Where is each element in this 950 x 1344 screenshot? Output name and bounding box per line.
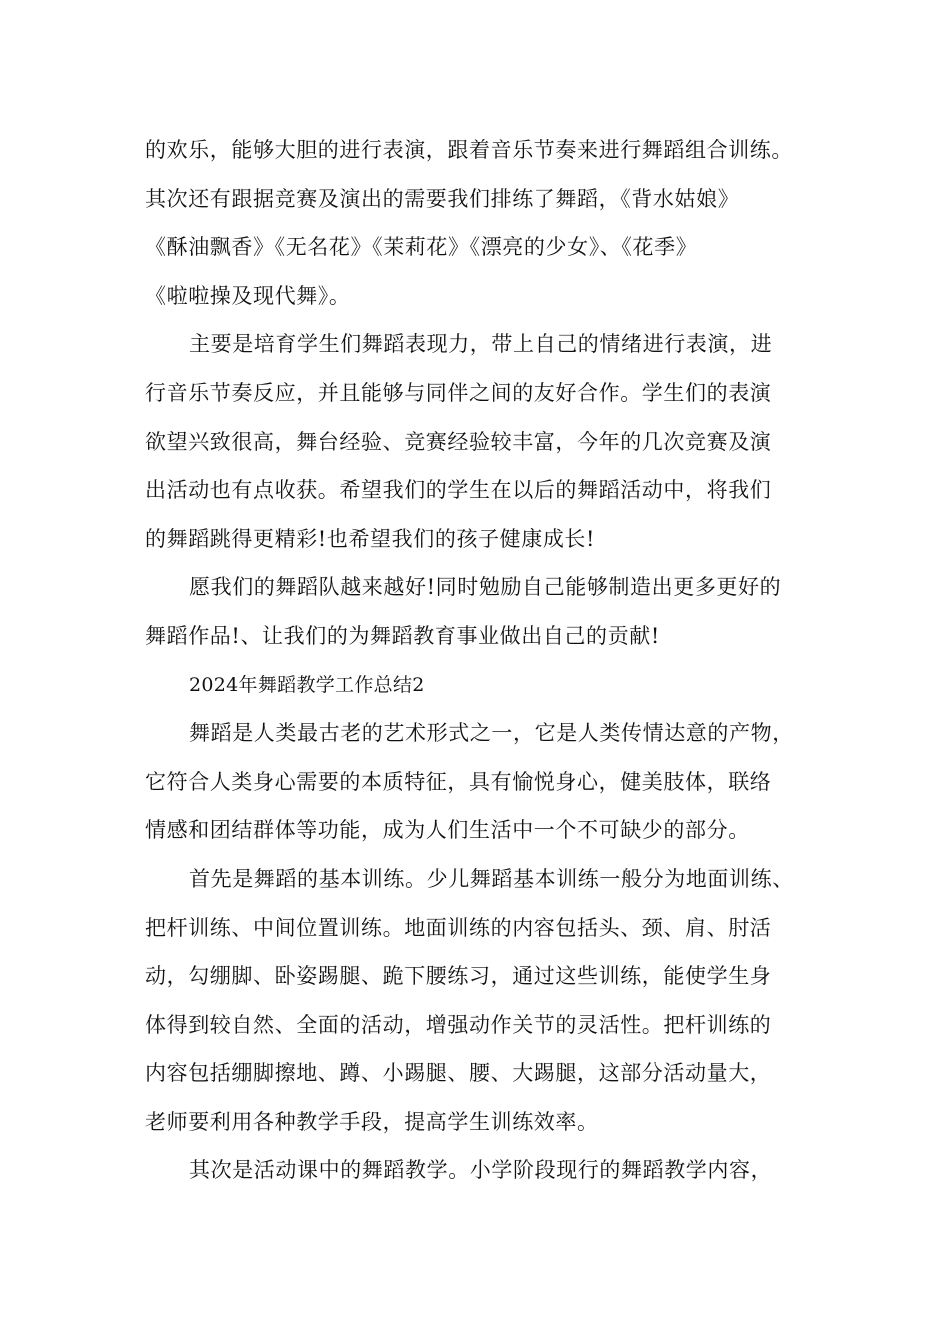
- paragraph-start-line-5: 主要是培育学生们舞蹈表现力，带上自己的情绪进行表演，进: [189, 332, 773, 357]
- text-line-17: 把杆训练、中间位置训练。地面训练的内容包括头、颈、肩、肘活: [145, 915, 772, 940]
- text-line-2: 其次还有跟据竞赛及演出的需要我们排练了舞蹈，《背水姑娘》: [145, 186, 740, 211]
- text-line-20: 内容包括绷脚擦地、蹲、小踢腿、腰、大踢腿，这部分活动量大，: [145, 1061, 772, 1086]
- paragraph-start-line-16: 首先是舞蹈的基本训练。少儿舞蹈基本训练一般分为地面训练、: [189, 866, 794, 891]
- text-line-19: 体得到较自然、全面的活动，增强动作关节的灵活性。把杆训练的: [145, 1012, 772, 1037]
- text-line-18: 动，勾绷脚、卧姿踢腿、跪下腰练习，通过这些训练，能使学生身: [145, 964, 772, 989]
- text-line-15: 情感和团结群体等功能，成为人们生活中一个不可缺少的部分。: [145, 818, 750, 843]
- text-line-6: 行音乐节奏反应，并且能够与同伴之间的友好合作。学生们的表演: [145, 380, 772, 405]
- text-line-8: 出活动也有点收获。希望我们的学生在以后的舞蹈活动中，将我们: [145, 478, 772, 503]
- document-body: [145, 126, 815, 1195]
- paragraph-start-line-13: 舞蹈是人类最古老的艺术形式之一，它是人类传情达意的产物，: [189, 721, 794, 746]
- text-line-21: 老师要利用各种教学手段，提高学生训练效率。: [145, 1109, 599, 1134]
- text-line-14: 它符合人类身心需要的本质特征，具有愉悦身心，健美肢体，联络: [145, 769, 772, 794]
- text-line-4: 《啦啦操及现代舞》。: [145, 283, 351, 308]
- paragraph-start-line-10: 愿我们的舞蹈队越来越好!同时勉励自己能够制造出更多更好的: [189, 575, 782, 600]
- text-line-3: 《酥油飘香》《无名花》《茉莉花》《漂亮的少女》、《花季》: [145, 235, 698, 260]
- text-line-9: 的舞蹈跳得更精彩!也希望我们的孩子健康成长!: [145, 526, 596, 551]
- text-line-7: 欲望兴致很高，舞台经验、竞赛经验较丰富，今年的几次竞赛及演: [145, 429, 772, 454]
- text-line-1: 的欢乐，能够大胆的进行表演，跟着音乐节奏来进行舞蹈组合训练。: [145, 138, 793, 162]
- text-line-11: 舞蹈作品!、让我们的为舞蹈教育事业做出自己的贡献!: [145, 623, 660, 648]
- paragraph-start-line-22: 其次是活动课中的舞蹈教学。小学阶段现行的舞蹈教学内容，: [189, 1158, 773, 1183]
- section-heading: 2024年舞蹈教学工作总结2: [189, 673, 425, 696]
